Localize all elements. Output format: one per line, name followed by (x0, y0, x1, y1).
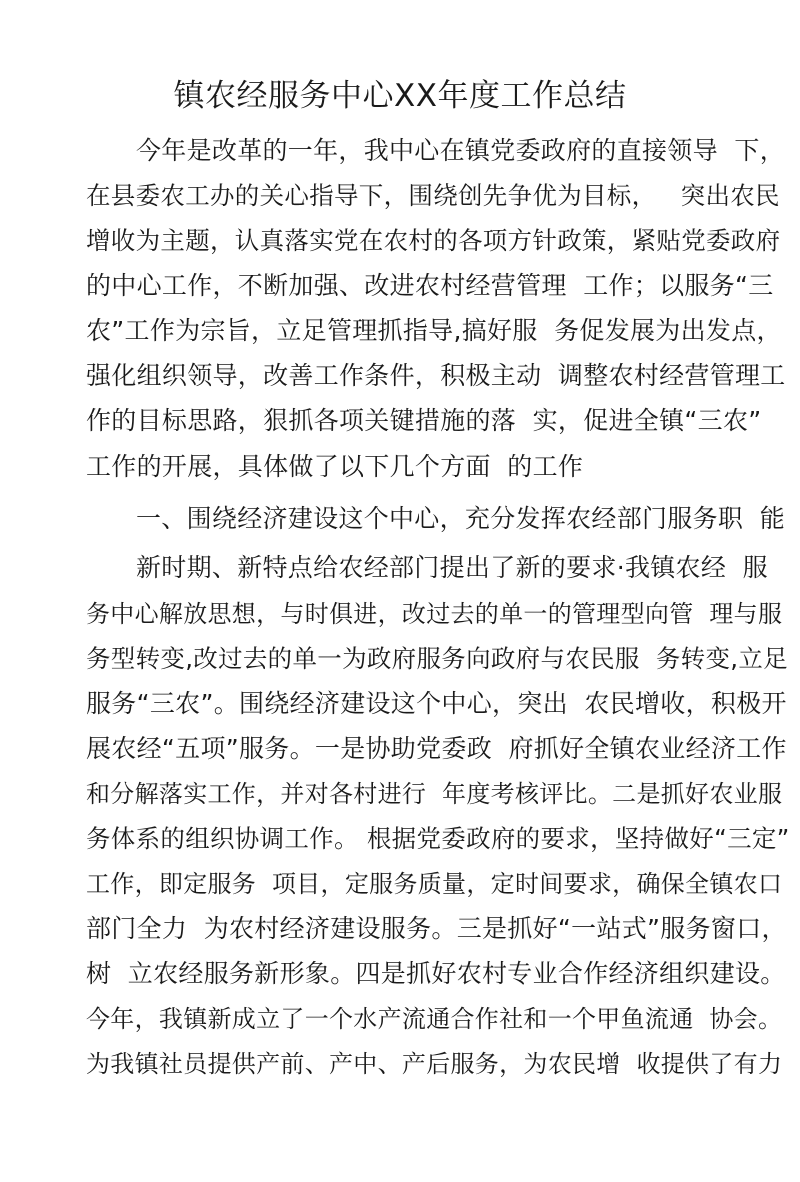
paragraph-line: 新时期、新特点给农经部门提出了新的要求·我镇农经 服 (136, 553, 768, 582)
paragraph-line: 今年是改革的一年，我中心在镇党委政府的直接领导 下， (136, 136, 785, 165)
paragraph-line: 强化组织领导，改善工作条件，积极主动 调整农村经营管理工 (86, 361, 786, 390)
paragraph-line: 今年，我镇新成立了一个水产流通合作社和一个甲鱼流通 协会。 (86, 1005, 783, 1033)
document-title: 镇农经服务中心XX年度工作总结 (173, 78, 627, 114)
paragraph-line: 工作，即定服务 项目，定服务质量，定时间要求，确保全镇农口 (86, 870, 783, 898)
paragraph-line: 和分解落实工作，并对各村进行 年度考核评比。二是抓好农业服 (86, 780, 783, 808)
paragraph-line: 作的目标思路，狠抓各项关键措施的落 实，促进全镇“三农” (86, 406, 762, 435)
paragraph-line: 增收为主题，认真落实党在农村的各项方针政策，紧贴党委政府 (86, 226, 781, 255)
section-heading: 一、围绕经济建设这个中心，充分发挥农经部门服务职 能 (136, 504, 785, 533)
paragraph-line: 展农经“五项”服务。一是协助党委政 府抓好全镇农业经济工作 (86, 734, 787, 763)
paragraph-line: 在县委农工办的关心指导下，围绕创先争优为目标， 突出农民 (86, 181, 780, 210)
paragraph-line: 服务“三农”。围绕经济建设这个中心，突出 农民增收，积极开 (86, 689, 787, 718)
paragraph-line: 的中心工作，不断加强、改进农村经营管理 工作；以服务“三 (86, 271, 774, 300)
paragraph-line: 为我镇社员提供产前、产中、产后服务，为农民增 收提供了有力 (86, 1050, 783, 1078)
paragraph-line: 务型转变,改过去的单一为政府服务向政府与农民服 务转变,立足 (86, 644, 788, 673)
paragraph-line: 务中心解放思想，与时俱进，改过去的单一的管理型向管 理与服 (86, 600, 783, 628)
paragraph-line: 务体系的组织协调工作。 根据党委政府的要求，坚持做好“三定” (86, 824, 790, 853)
paragraph-line: 部门全力 为农村经济建设服务。三是抓好“一站式”服务窗口， (86, 914, 787, 943)
paragraph-line: 农”工作为宗旨，立足管理抓指导,搞好服 务促发展为出发点， (86, 316, 782, 345)
paragraph-line: 树 立农经服务新形象。四是抓好农村专业合作经济组织建设。 (86, 959, 786, 988)
paragraph-line: 工作的开展，具体做了以下几个方面 的工作 (86, 452, 584, 481)
